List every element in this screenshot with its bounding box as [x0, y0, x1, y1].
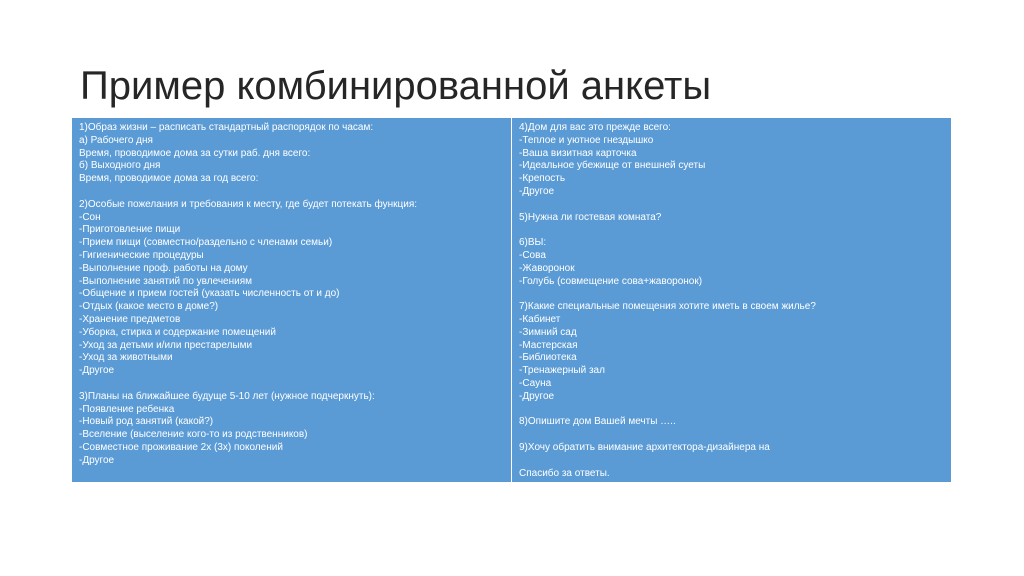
question-3-line: -Совместное проживание 2х (3х) поколений — [79, 441, 283, 453]
question-4-line: -Ваша визитная карточка — [519, 147, 637, 159]
question-4-line: -Идеальное убежище от внешней суеты — [519, 160, 706, 172]
question-8: 8)Опишите дом Вашей мечты ….. — [519, 416, 676, 428]
question-7-line: -Мастерская — [519, 339, 578, 351]
question-2-line: -Выполнение проф. работы на дому — [79, 262, 248, 274]
question-7-line: -Сауна — [519, 377, 552, 389]
question-2-line: -Прием пищи (совместно/раздельно с членами семьи) — [79, 237, 333, 249]
question-2-line: -Выполнение занятий по увлечениям — [79, 275, 252, 287]
question-7-line: -Другое — [519, 390, 555, 402]
question-4-line: 4)Дом для вас это прежде всего: — [519, 122, 671, 133]
question-1-line: б) Выходного дня — [79, 160, 161, 172]
thanks-text: Спасибо за ответы. — [519, 467, 610, 479]
question-2-line: -Сон — [79, 211, 101, 223]
question-7-line: 7)Какие специальные помещения хотите иметь в своем жилье? — [519, 301, 816, 313]
question-7-line: -Зимний сад — [519, 326, 577, 338]
question-6 — [519, 237, 944, 288]
question-2-line: -Уход за животными — [79, 352, 173, 364]
question-2-line: 2)Особые пожелания и требования к месту, где будет потекать функция: — [79, 198, 418, 210]
question-4-line: -Другое — [519, 185, 555, 197]
question-5: 5)Нужна ли гостевая комната? — [519, 211, 662, 223]
question-7-line: -Тренажерный зал — [519, 365, 605, 377]
question-7-line: -Кабинет — [519, 313, 561, 325]
question-9: 9)Хочу обратить внимание архитектора-дизайнера на — [519, 441, 770, 453]
question-3-line: -Появление ребенка — [79, 403, 175, 415]
question-2-line: -Гигиенические процедуры — [79, 249, 204, 261]
question-2-line: -Общение и прием гостей (указать численность от и до) — [79, 288, 340, 300]
questionnaire-table — [71, 117, 952, 483]
question-7 — [519, 301, 944, 403]
question-2 — [79, 199, 504, 378]
question-3-line: 3)Планы на ближайшее будуще 5-10 лет (нужное подчеркнуть): — [79, 390, 375, 402]
slide-title: Пример комбинированной анкеты — [80, 64, 712, 108]
question-2-line: -Уборка, стирка и содержание помещений — [79, 326, 276, 338]
question-1-line: 1)Образ жизни – расписать стандартный распорядок по часам: — [79, 122, 374, 133]
question-2-line: -Отдых (какое место в доме?) — [79, 301, 219, 313]
question-1-line: а) Рабочего дня — [79, 134, 153, 146]
question-4-line: -Крепость — [519, 173, 566, 185]
right-column — [512, 118, 951, 482]
question-6-line: -Голубь (совмещение сова+жаворонок) — [519, 275, 703, 287]
question-4-line: -Теплое и уютное гнездышко — [519, 134, 654, 146]
question-3-line: -Новый род занятий (какой?) — [79, 416, 214, 428]
question-2-line: -Уход за детьми и/или престарелыми — [79, 339, 253, 351]
question-7-line: -Библиотека — [519, 352, 577, 364]
question-2-line: -Приготовление пищи — [79, 224, 181, 236]
question-2-line: -Другое — [79, 365, 115, 377]
question-2-line: -Хранение предметов — [79, 313, 181, 325]
question-1-line: Время, проводимое дома за год всего: — [79, 173, 259, 185]
question-1 — [79, 122, 504, 186]
question-6-line: -Жаворонок — [519, 262, 575, 274]
left-column — [72, 118, 512, 482]
question-3 — [79, 391, 504, 468]
question-3-line: -Вселение (выселение кого-то из родственников) — [79, 429, 308, 441]
question-6-line: -Сова — [519, 249, 546, 261]
question-1-line: Время, проводимое дома за сутки раб. дня всего: — [79, 147, 311, 159]
question-3-line: -Другое — [79, 454, 115, 466]
question-6-line: 6)ВЫ: — [519, 237, 547, 249]
question-4 — [519, 122, 944, 199]
